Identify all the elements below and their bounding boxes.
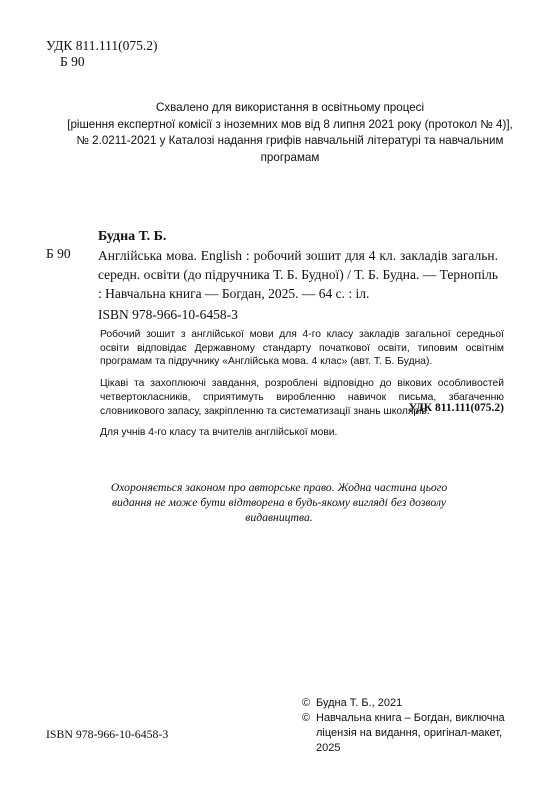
author-heading: Будна Т. Б. bbox=[98, 229, 167, 244]
copyright-line-2 bbox=[302, 711, 522, 756]
annotation-paragraph-3: Для учнів 4-го класу та вчителів англійської мови. bbox=[100, 427, 338, 439]
bbk-code: Б 90 bbox=[46, 246, 71, 261]
annotation-paragraph-2: Цікаві та захоплюючі завдання, розроблені відповідно до вікових особливостей четвертокласників, сприятимуть виробленню навичок письма, збагаченню словникового запасу, закріпленню та систематизації знань школярів. bbox=[100, 378, 504, 417]
copyright-line-1 bbox=[302, 696, 522, 711]
approval-line-3: № 2.0211-2021 у Каталозі надання грифів навчальній літературі та навчальним програмам bbox=[76, 134, 504, 164]
copyright-block bbox=[302, 696, 522, 756]
approval-line-1: Схвалено для використання в освітньому процесі bbox=[155, 101, 425, 114]
copyright-text-2: Навчальна книга – Богдан, виключна ліцензія на видання, оригінал-макет, 2025 bbox=[316, 712, 505, 754]
udk-code-bottom: УДК 811.111(075.2) bbox=[408, 402, 504, 414]
approval-statement bbox=[50, 100, 530, 166]
annotation-paragraph-1: Робочий зошит з англійської мови для 4-го класу закладів загальної середньої освіти відповідає Державному стандарту початкової освіти, типовим освітнім програмам та підручнику «Англійська мова. 4 клас» (авт. Т. Б. Будна). bbox=[100, 329, 504, 368]
copyright-symbol: © bbox=[302, 697, 311, 709]
udk-code-top: УДК 811.111(075.2) bbox=[46, 38, 158, 53]
copyright-text-1: Будна Т. Б., 2021 bbox=[316, 697, 403, 709]
udk-block-top bbox=[46, 38, 158, 70]
annotation bbox=[100, 328, 504, 440]
bbk-code-top: Б 90 bbox=[60, 54, 85, 69]
copyright-notice: Охороняється законом про авторське право. Жодна частина цього видання не може бути відтворена в будь-якому вигляді без дозволу видавництва. bbox=[110, 481, 448, 524]
bibliographic-record: Англійська мова. English : робочий зошит для 4 кл. закладів загальн. середн. освіти (до підручника Т. Б. Будної) / Т. Б. Будна. — Тернопіль : Навчальна книга — Богдан, 2025. — 64 с. : іл. bbox=[98, 248, 498, 301]
copyright-symbol: © bbox=[302, 712, 311, 724]
isbn-bottom: ISBN 978-966-10-6458-3 bbox=[46, 727, 169, 741]
approval-line-2: [рішення експертної комісії з іноземних мов від 8 липня 2021 року (протокол № 4)], bbox=[67, 117, 513, 131]
isbn: ISBN 978-966-10-6458-3 bbox=[98, 307, 238, 322]
